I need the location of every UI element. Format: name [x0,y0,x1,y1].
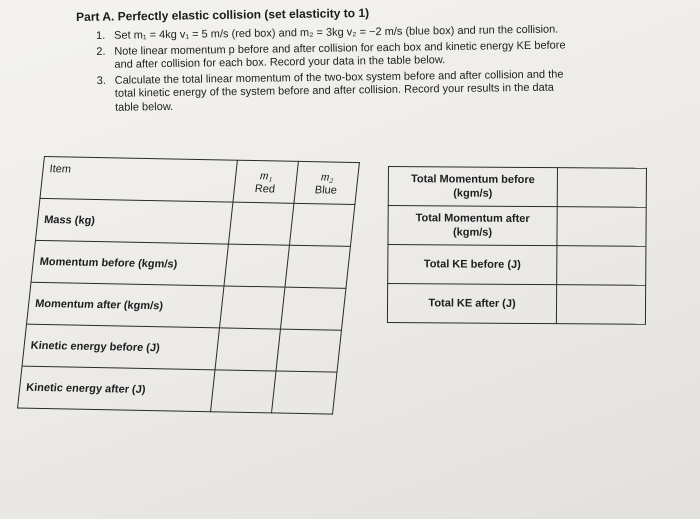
collision-data-table [17,156,360,415]
totals-table [387,166,647,325]
cell-ke-after-blue[interactable] [272,371,337,414]
label-line: Total KE after (J) [428,297,516,310]
cell-mass-blue[interactable] [289,203,354,246]
table-row [388,245,646,286]
instructions-list [96,23,617,117]
instruction-line: total kinetic energy of the system before and after collision. Record your results in the data [114,81,554,100]
section-title: Part A. Perfectly elastic collision (set elasticity to 1) [76,5,370,24]
table-row [31,240,350,288]
instruction-item [97,67,618,115]
cell-momentum-after-blue[interactable] [280,287,345,330]
cell-total-momentum-after[interactable] [557,207,646,247]
cell-ke-after-red[interactable] [211,370,276,413]
instruction-number: 1. [96,29,106,42]
header-m1-label: Red [254,183,276,196]
instruction-line: table below. [114,100,174,114]
table-row [388,167,646,208]
table-row [22,324,341,372]
cell-total-ke-before[interactable] [557,246,646,286]
label-total-momentum-before [388,167,557,207]
label-line: (kgm/s) [453,187,493,200]
row-label-momentum-before: Momentum before (kgm/s) [31,240,228,286]
table-row [387,284,645,325]
row-label-mass: Mass (kg) [35,198,232,244]
header-m1 [233,160,298,203]
header-m2 [294,161,359,204]
cell-ke-before-red[interactable] [215,328,280,371]
instruction-line: and after collision for each box. Record your data in the table below. [114,54,446,71]
instruction-line: Set m₁ = 4kg v₁ = 5 m/s (red box) and m₂ = 3kg v₂ = −2 m/s (blue box) and run the collision. [113,23,559,42]
cell-momentum-before-red[interactable] [224,244,289,287]
table-row [35,198,354,246]
header-m1-symbol: m₁ [259,168,274,183]
row-label-momentum-after: Momentum after (kgm/s) [27,282,224,328]
table-row [388,206,646,247]
instruction-number: 3. [96,74,106,87]
label-total-ke-before [388,245,557,285]
instruction-line: Calculate the total linear momentum of the two-box system before and after collision and the [114,67,564,87]
table-row [27,282,346,330]
cell-total-ke-after[interactable] [556,285,645,325]
header-item: Item [40,157,237,203]
table-row [18,366,337,414]
cell-total-momentum-before[interactable] [557,168,646,208]
instruction-text [114,38,616,72]
cell-ke-before-blue[interactable] [276,329,341,372]
cell-mass-red[interactable] [228,202,293,245]
label-line: Total KE before (J) [423,258,521,271]
instruction-line: Note linear momentum p before and after collision for each box and kinetic energy KE before [114,38,566,58]
table-header-row [40,157,359,205]
header-m2-symbol: m₂ [320,169,335,184]
instruction-text [115,67,618,115]
row-label-ke-before: Kinetic energy before (J) [22,324,219,370]
label-total-ke-after [387,284,556,324]
label-line: Total Momentum before [410,173,535,187]
header-m2-label: Blue [314,184,338,197]
row-label-ke-after: Kinetic energy after (J) [18,366,215,412]
cell-momentum-after-red[interactable] [219,286,284,329]
instruction-number: 2. [96,45,106,58]
label-line: (kgm/s) [452,226,493,239]
cell-momentum-before-blue[interactable] [285,245,350,288]
label-total-momentum-after [388,206,557,246]
label-line: Total Momentum after [415,212,530,225]
